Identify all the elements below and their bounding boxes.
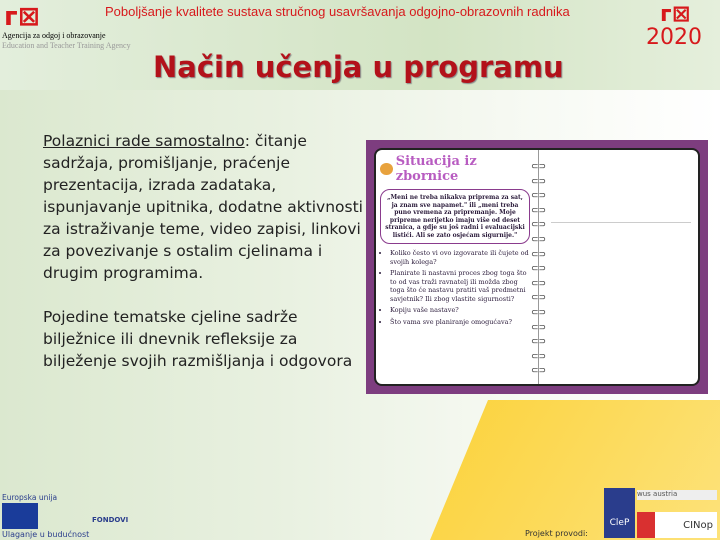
- notebook-quote: „Meni ne treba nikakva priprema za sat, ja znam sve napamet." ili „meni treba puno vremena za pripremanje. Moje pripreme nerijetko imaju više od deset stranica, a gdje su još radni i evaluacijski listići. Ali se zato osjećam sigurnije.": [380, 189, 530, 244]
- agency-logo-icon: ᴦ⊠: [4, 2, 40, 32]
- notebook-page: [374, 148, 700, 386]
- notebook-bullet: • Koliko često vi ovo izgovarate ili čujete od svojih kolega?: [390, 249, 530, 266]
- fondovi-logo: FONDOVI: [92, 516, 129, 524]
- clep-logo: CleP: [604, 488, 635, 538]
- agency-en: Education and Teacher Training Agency: [2, 41, 131, 50]
- notebook-left-page: [380, 154, 530, 329]
- slide-body: [43, 130, 363, 394]
- smiley-icon: [380, 163, 393, 175]
- notebook-bullet: • Što vama sve planiranje omogućava?: [390, 318, 530, 327]
- notebook-bullet: • Planirate li nastavni proces zbog toga što to od vas traži ravnatelj ili možda zbog toga što će nastavu pratiti vaš predmetni savjetnik? Ili zbog vlastite sigurnosti?: [390, 269, 530, 303]
- notebook-bullet: • Kopiju vaše nastave?: [390, 306, 530, 315]
- cinop-logo: CINop: [637, 512, 717, 538]
- eu-flag-icon: [2, 503, 38, 529]
- agency-name: [2, 31, 131, 51]
- spiral-rings-icon: ⊂⊃ ⊂⊃ ⊂⊃ ⊂⊃ ⊂⊃ ⊂⊃ ⊂⊃ ⊂⊃ ⊂⊃ ⊂⊃ ⊂⊃ ⊂⊃ ⊂⊃ ⊂⊃ ⊂⊃: [531, 162, 547, 377]
- notebook-title-text: Situacija iz zbornice: [395, 154, 477, 184]
- agency-hr: Agencija za odgoj i obrazovanje: [2, 31, 106, 40]
- notebook-image: [366, 140, 708, 394]
- notebook-bullets: [380, 249, 530, 326]
- implemented-by-label: Projekt provodi:: [525, 529, 588, 538]
- notebook-line: [551, 222, 691, 223]
- paragraph-1: [43, 130, 363, 284]
- paragraph-2: Pojedine tematske cjeline sadrže bilježnice ili dnevnik refleksije za bilježenje svojih razmišljanja i odgovora: [43, 308, 353, 370]
- notebook-title: [380, 154, 530, 184]
- para1-text: čitanje sadržaja, promišljanje, praćenje prezentacija, izrada zadataka, ispunjavanje upitnika, dodatne aktivnosti za istraživanje teme, video zapisi, linkovi za povezivanje s ostalim cjelinama i drugim programima.: [43, 132, 363, 282]
- para1-colon: :: [244, 132, 250, 150]
- para1-lead: Polaznici rade samostalno: [43, 132, 245, 150]
- investing-label: Ulaganje u budućnost: [2, 530, 90, 539]
- eu-label: Europska unija: [2, 493, 58, 502]
- 2020-logo-icon: ᴦ⊠: [660, 2, 691, 27]
- slide-title: Način učenja u programu: [153, 50, 564, 84]
- project-title: Poboljšanje kvalitete sustava stručnog usavršavanja odgojno-obrazovnih radnika: [105, 4, 570, 19]
- logo-year: 2020: [646, 25, 702, 50]
- wus-logo: wus austria: [637, 490, 717, 500]
